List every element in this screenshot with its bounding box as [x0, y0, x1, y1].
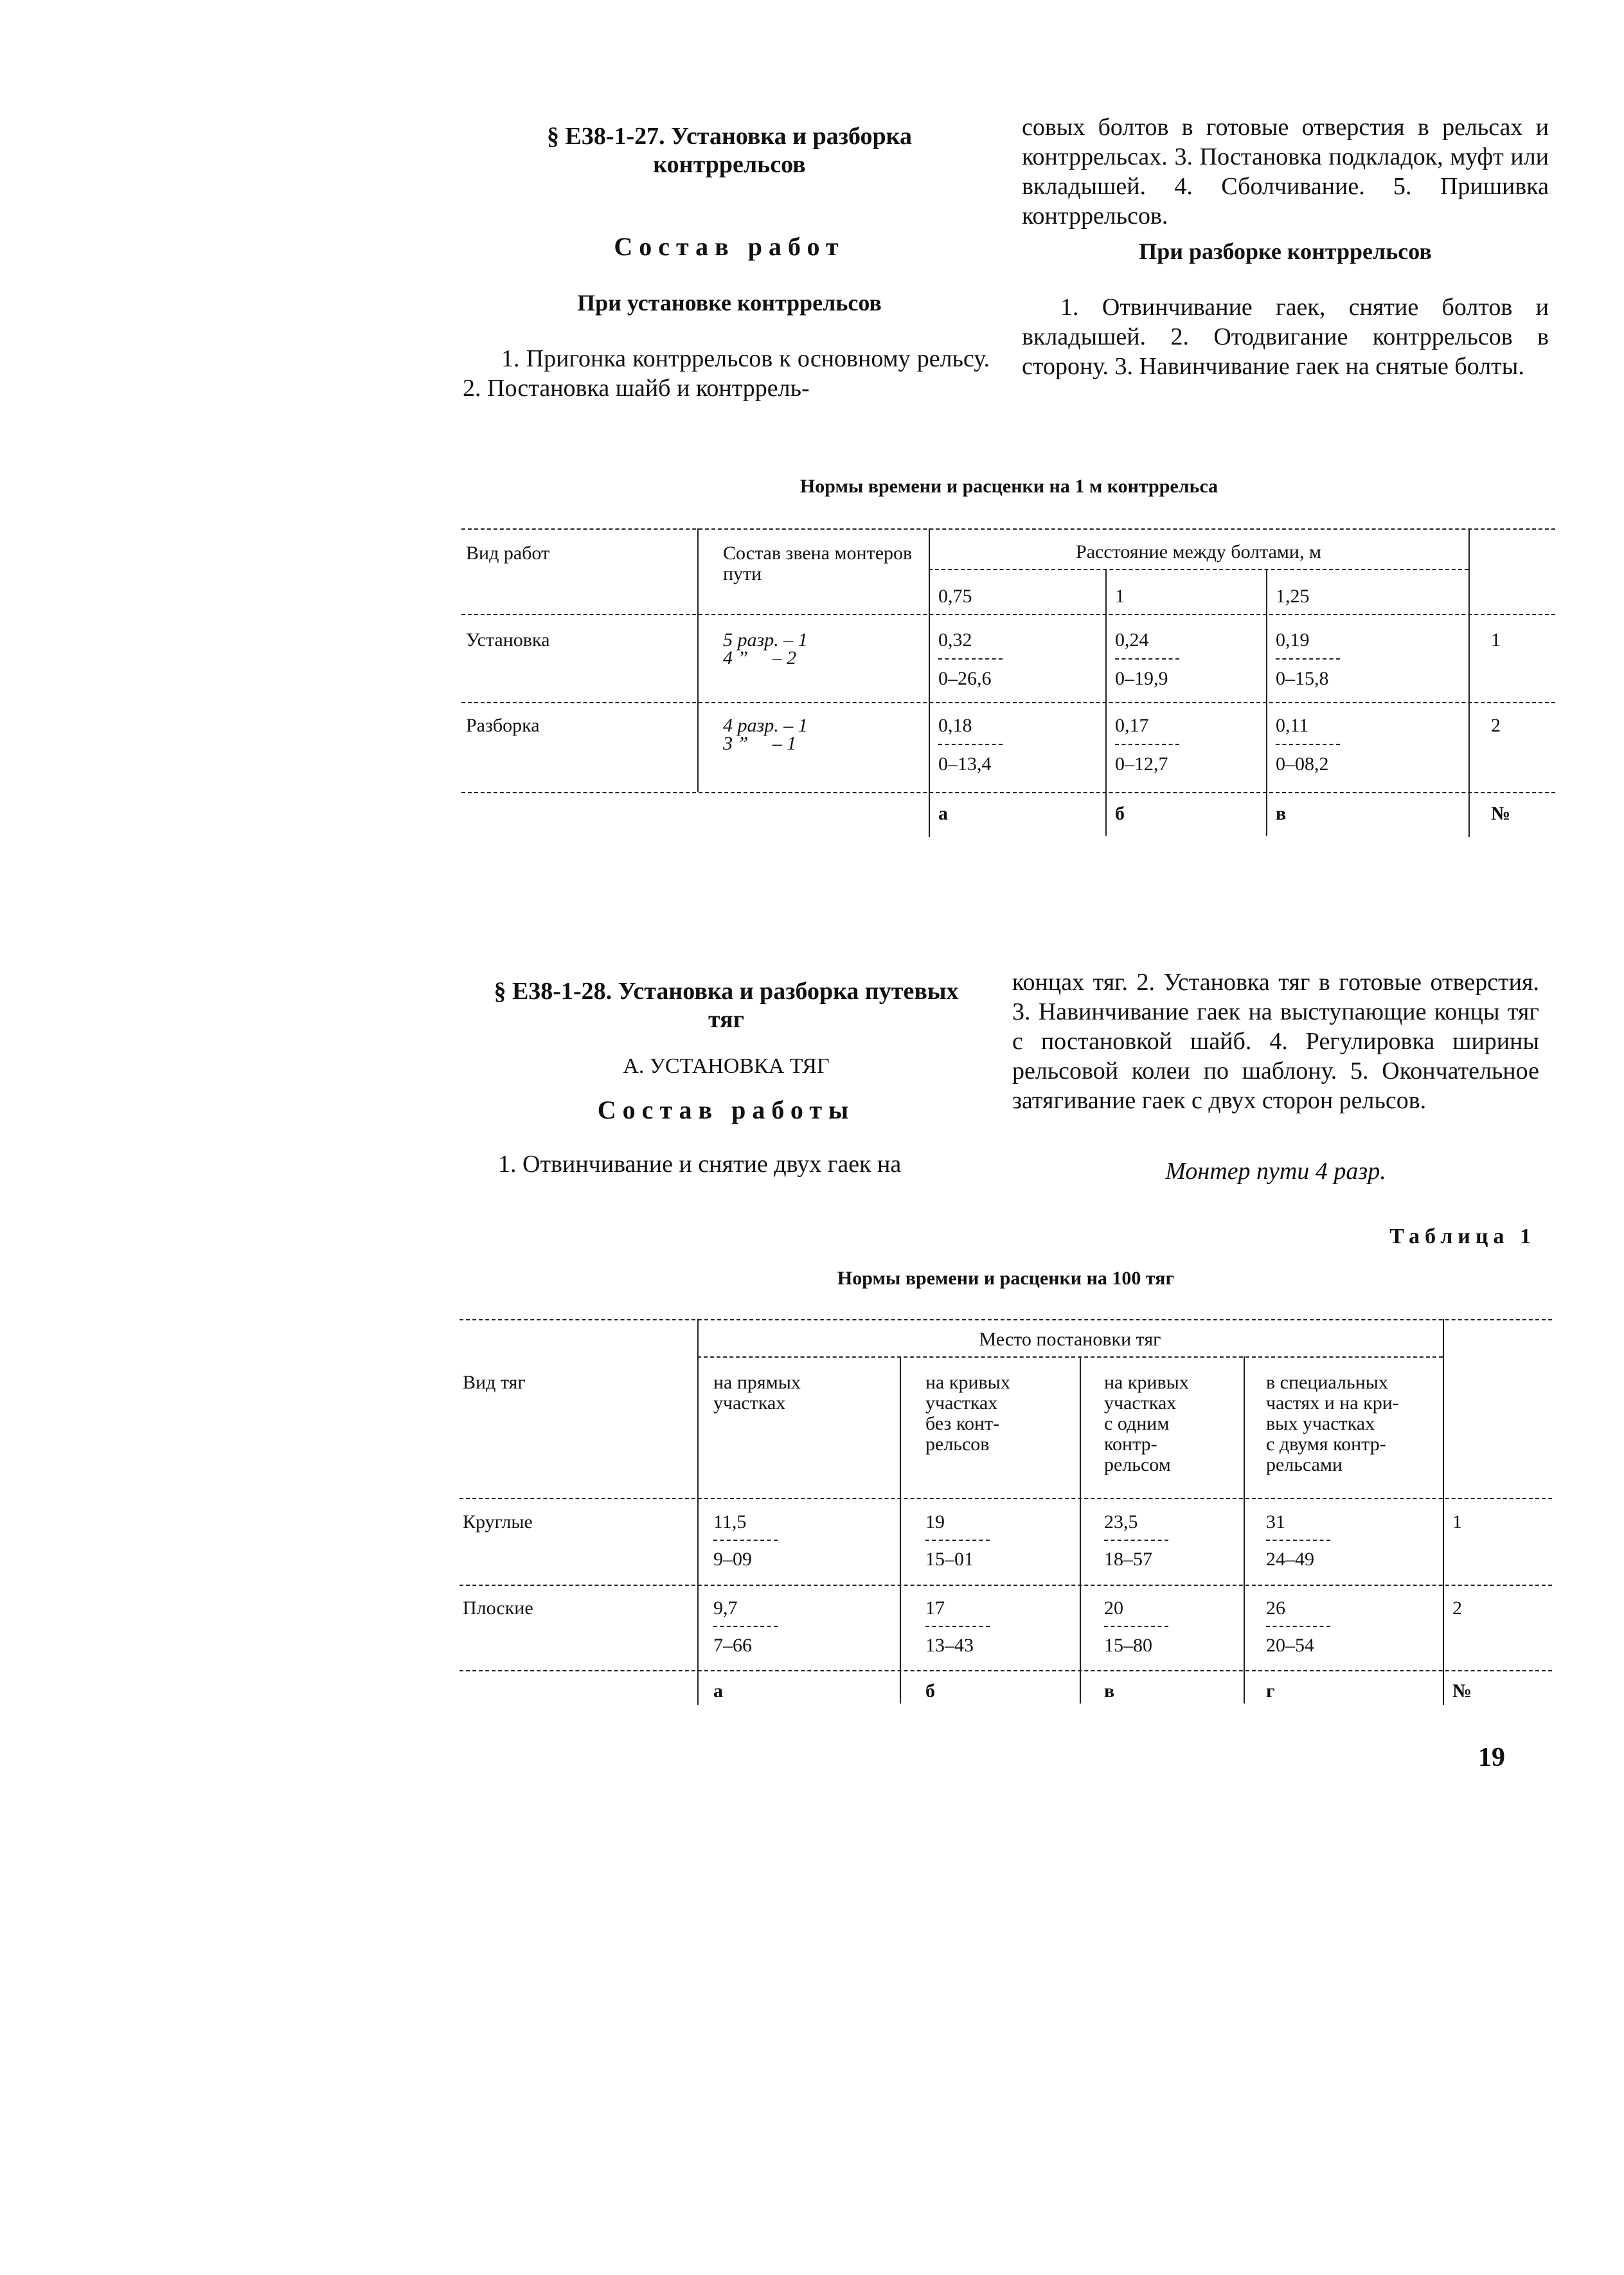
- fraction-rule: [1104, 1540, 1168, 1541]
- table1-col-125: 1,25: [1276, 586, 1310, 607]
- table2-vline-3: [1080, 1356, 1081, 1704]
- fraction-rule: [938, 744, 1003, 745]
- section2-right-text: концах тяг. 2. Установка тяг в готовые отверстия. 3. Навинчивание гаек на выступающие концы тяг с постановкой шайб. 4. Регулировка ширины рельсовой колеи по шаблону. 5. Окончательное затягивание гаек с двух сторон рельсов.: [1012, 969, 1539, 1114]
- table1-vline-3: [1105, 569, 1107, 836]
- table2-vline-1: [697, 1319, 699, 1705]
- fraction-rule: [1104, 1626, 1168, 1627]
- section1-title: [463, 122, 996, 179]
- table1-row1-price-b: 0–19,9: [1115, 668, 1168, 689]
- table2-footer-b: б: [925, 1680, 935, 1702]
- section2-sostav-heading: Состав работы: [597, 1095, 855, 1124]
- table1-header-distance: Расстояние между болтами, м: [1076, 541, 1321, 562]
- section2-subheading: А. УСТАНОВКА ТЯГ: [623, 1054, 830, 1078]
- table2-subheader-rule: [697, 1356, 1443, 1358]
- remove-heading: При разборке контррельсов: [1139, 238, 1432, 264]
- table1-footer-b: б: [1115, 803, 1125, 824]
- table1-row2-price-a: 0–13,4: [938, 753, 992, 775]
- table2-row1-price-d: 24–49: [1266, 1549, 1314, 1570]
- table2-caption: Нормы времени и расценки на 100 тяг: [837, 1268, 1175, 1289]
- table1-row1-norm-a: 0,32: [938, 629, 972, 651]
- table2-row2-norm-b: 17: [925, 1597, 945, 1619]
- table1-row2-vid: Разборка: [466, 715, 540, 736]
- table1-row-rule: [461, 702, 1555, 703]
- table1-vline-5: [1468, 528, 1470, 837]
- table1-footer-number: №: [1491, 803, 1511, 824]
- table1-row1-number: 1: [1491, 629, 1501, 651]
- table2-header-place: Место постановки тяг: [979, 1329, 1161, 1350]
- table1-row1-sostav-2: 4 ” – 2: [723, 647, 797, 669]
- table1-row2-sostav-2: 3 ” – 1: [723, 733, 797, 754]
- table1-row2-number: 2: [1491, 715, 1501, 736]
- table2-col-special: в специальных частях и на кри- вых участках с двумя контр- рельсами: [1266, 1372, 1399, 1475]
- table2-footer-number: №: [1452, 1680, 1472, 1702]
- worker-grade: Монтер пути 4 разр.: [1165, 1158, 1386, 1185]
- table2-vline-4: [1244, 1356, 1245, 1704]
- table2-row1-price-a: 9–09: [713, 1549, 752, 1570]
- table2-row2-number: 2: [1452, 1597, 1462, 1619]
- table2-row1-norm-a: 11,5: [713, 1511, 747, 1533]
- fraction-rule: [1115, 658, 1179, 660]
- section2-title: [460, 977, 993, 1034]
- table2-row2-norm-c: 20: [1104, 1597, 1123, 1619]
- install-text-continued: совых болтов в готовые отверстия в рельсах и контррельсах. 3. Постановка подкладок, муфт или вкладышей. 4. Сболчивание. 5. Пришивка контррельсов.: [1022, 114, 1549, 229]
- fraction-rule: [1266, 1626, 1330, 1627]
- table2-row2-price-c: 15–80: [1104, 1635, 1152, 1656]
- table1-vline-4: [1266, 569, 1267, 836]
- table2-footer-a: а: [713, 1680, 723, 1702]
- fraction-rule: [1276, 658, 1340, 660]
- table1-vline-2: [929, 528, 930, 837]
- table2-row2-price-a: 7–66: [713, 1635, 752, 1656]
- table1-row2-norm-a: 0,18: [938, 715, 972, 736]
- table2-label: Таблица 1: [1389, 1225, 1536, 1248]
- table2-row1-norm-b: 19: [925, 1511, 945, 1533]
- table2-row2-price-b: 13–43: [925, 1635, 974, 1656]
- fraction-rule: [925, 1626, 990, 1627]
- table1-header-rule: [461, 614, 1555, 615]
- table1-row1-norm-c: 0,19: [1276, 629, 1310, 651]
- table1-row1-price-c: 0–15,8: [1276, 668, 1329, 689]
- table1-row2-price-c: 0–08,2: [1276, 753, 1329, 775]
- table1-row2-norm-b: 0,17: [1115, 715, 1149, 736]
- table2-vline-2: [900, 1356, 901, 1704]
- section1-title-line2: контррельсов: [653, 151, 806, 178]
- table1-footer-a: а: [938, 803, 948, 824]
- table2-header-rule: [460, 1498, 1552, 1499]
- fraction-rule: [1276, 744, 1340, 745]
- table2-row1-price-b: 15–01: [925, 1549, 974, 1570]
- table1-row1-vid: Установка: [466, 629, 550, 651]
- fraction-rule: [713, 1540, 778, 1541]
- install-heading: При установке контррельсов: [577, 290, 882, 316]
- table1-caption: Нормы времени и расценки на 1 м контррельса: [799, 476, 1218, 497]
- table1-col-075: 0,75: [938, 586, 972, 607]
- table2-bottom-rule: [460, 1670, 1552, 1671]
- table1-header-sostav: Состав звена монтеров пути: [723, 543, 913, 584]
- page-number: 19: [1478, 1743, 1505, 1772]
- table2-col-straight: на прямых участках: [713, 1372, 801, 1414]
- table2-row2-norm-a: 9,7: [713, 1597, 738, 1619]
- table1-footer-c: в: [1276, 803, 1287, 824]
- table2-col-curve-one-guard: на кривых участках с одним контр- рельсом: [1104, 1372, 1189, 1475]
- remove-text: 1. Отвинчивание гаек, снятие болтов и вкладышей. 2. Отодвигание контррельсов в сторону. 3. Навинчивание гаек на снятые болты.: [1022, 294, 1549, 380]
- table1-col-1: 1: [1115, 586, 1125, 607]
- section1-sostav-heading: Состав работ: [614, 232, 845, 261]
- fraction-rule: [1115, 744, 1179, 745]
- table1-row2-price-b: 0–12,7: [1115, 753, 1168, 775]
- table1-bottom-rule: [461, 792, 1555, 793]
- table1-vline-1: [697, 528, 699, 792]
- section2-left-text: 1. Отвинчивание и снятие двух гаек на: [498, 1151, 902, 1178]
- table1-row1-price-a: 0–26,6: [938, 668, 992, 689]
- table1-row2-sostav-1: 4 разр. – 1: [723, 715, 808, 736]
- table1-row1-sostav-1: 5 разр. – 1: [723, 629, 808, 651]
- table2-footer-d: г: [1266, 1680, 1275, 1702]
- table2-vline-5: [1443, 1319, 1444, 1705]
- table2-col-curve-no-guard: на кривых участках без конт- рельсов: [925, 1372, 1010, 1455]
- table2-header-vid: Вид тяг: [463, 1372, 526, 1393]
- table2-row2-vid: Плоские: [463, 1597, 533, 1619]
- table1-subheader-rule: [929, 569, 1468, 570]
- table2-row1-vid: Круглые: [463, 1511, 533, 1533]
- table1-row1-norm-b: 0,24: [1115, 629, 1149, 651]
- section1-title-line1: § Е38-1-27. Установка и разборка: [547, 123, 912, 150]
- table2-row1-norm-c: 23,5: [1104, 1511, 1138, 1533]
- table2-row2-norm-d: 26: [1266, 1597, 1285, 1619]
- table2-footer-c: в: [1104, 1680, 1115, 1702]
- section2-title-line2: тяг: [708, 1006, 744, 1033]
- fraction-rule: [1266, 1540, 1330, 1541]
- install-text: 1. Пригонка контррельсов к основному рельсу. 2. Постановка шайб и контррель-: [463, 345, 990, 402]
- table1-row2-norm-c: 0,11: [1276, 715, 1309, 736]
- table2-row1-price-c: 18–57: [1104, 1549, 1152, 1570]
- section2-title-line1: § Е38-1-28. Установка и разборка путевых: [494, 978, 959, 1005]
- table2-top-rule: [460, 1319, 1552, 1320]
- fraction-rule: [938, 658, 1003, 660]
- table2-row-rule: [460, 1585, 1552, 1586]
- table2-row1-number: 1: [1452, 1511, 1462, 1533]
- fraction-rule: [925, 1540, 990, 1541]
- table1-header-vid: Вид работ: [466, 543, 550, 564]
- fraction-rule: [713, 1626, 778, 1627]
- table2-row2-price-d: 20–54: [1266, 1635, 1314, 1656]
- table1-top-rule: [461, 528, 1555, 530]
- table2-row1-norm-d: 31: [1266, 1511, 1285, 1533]
